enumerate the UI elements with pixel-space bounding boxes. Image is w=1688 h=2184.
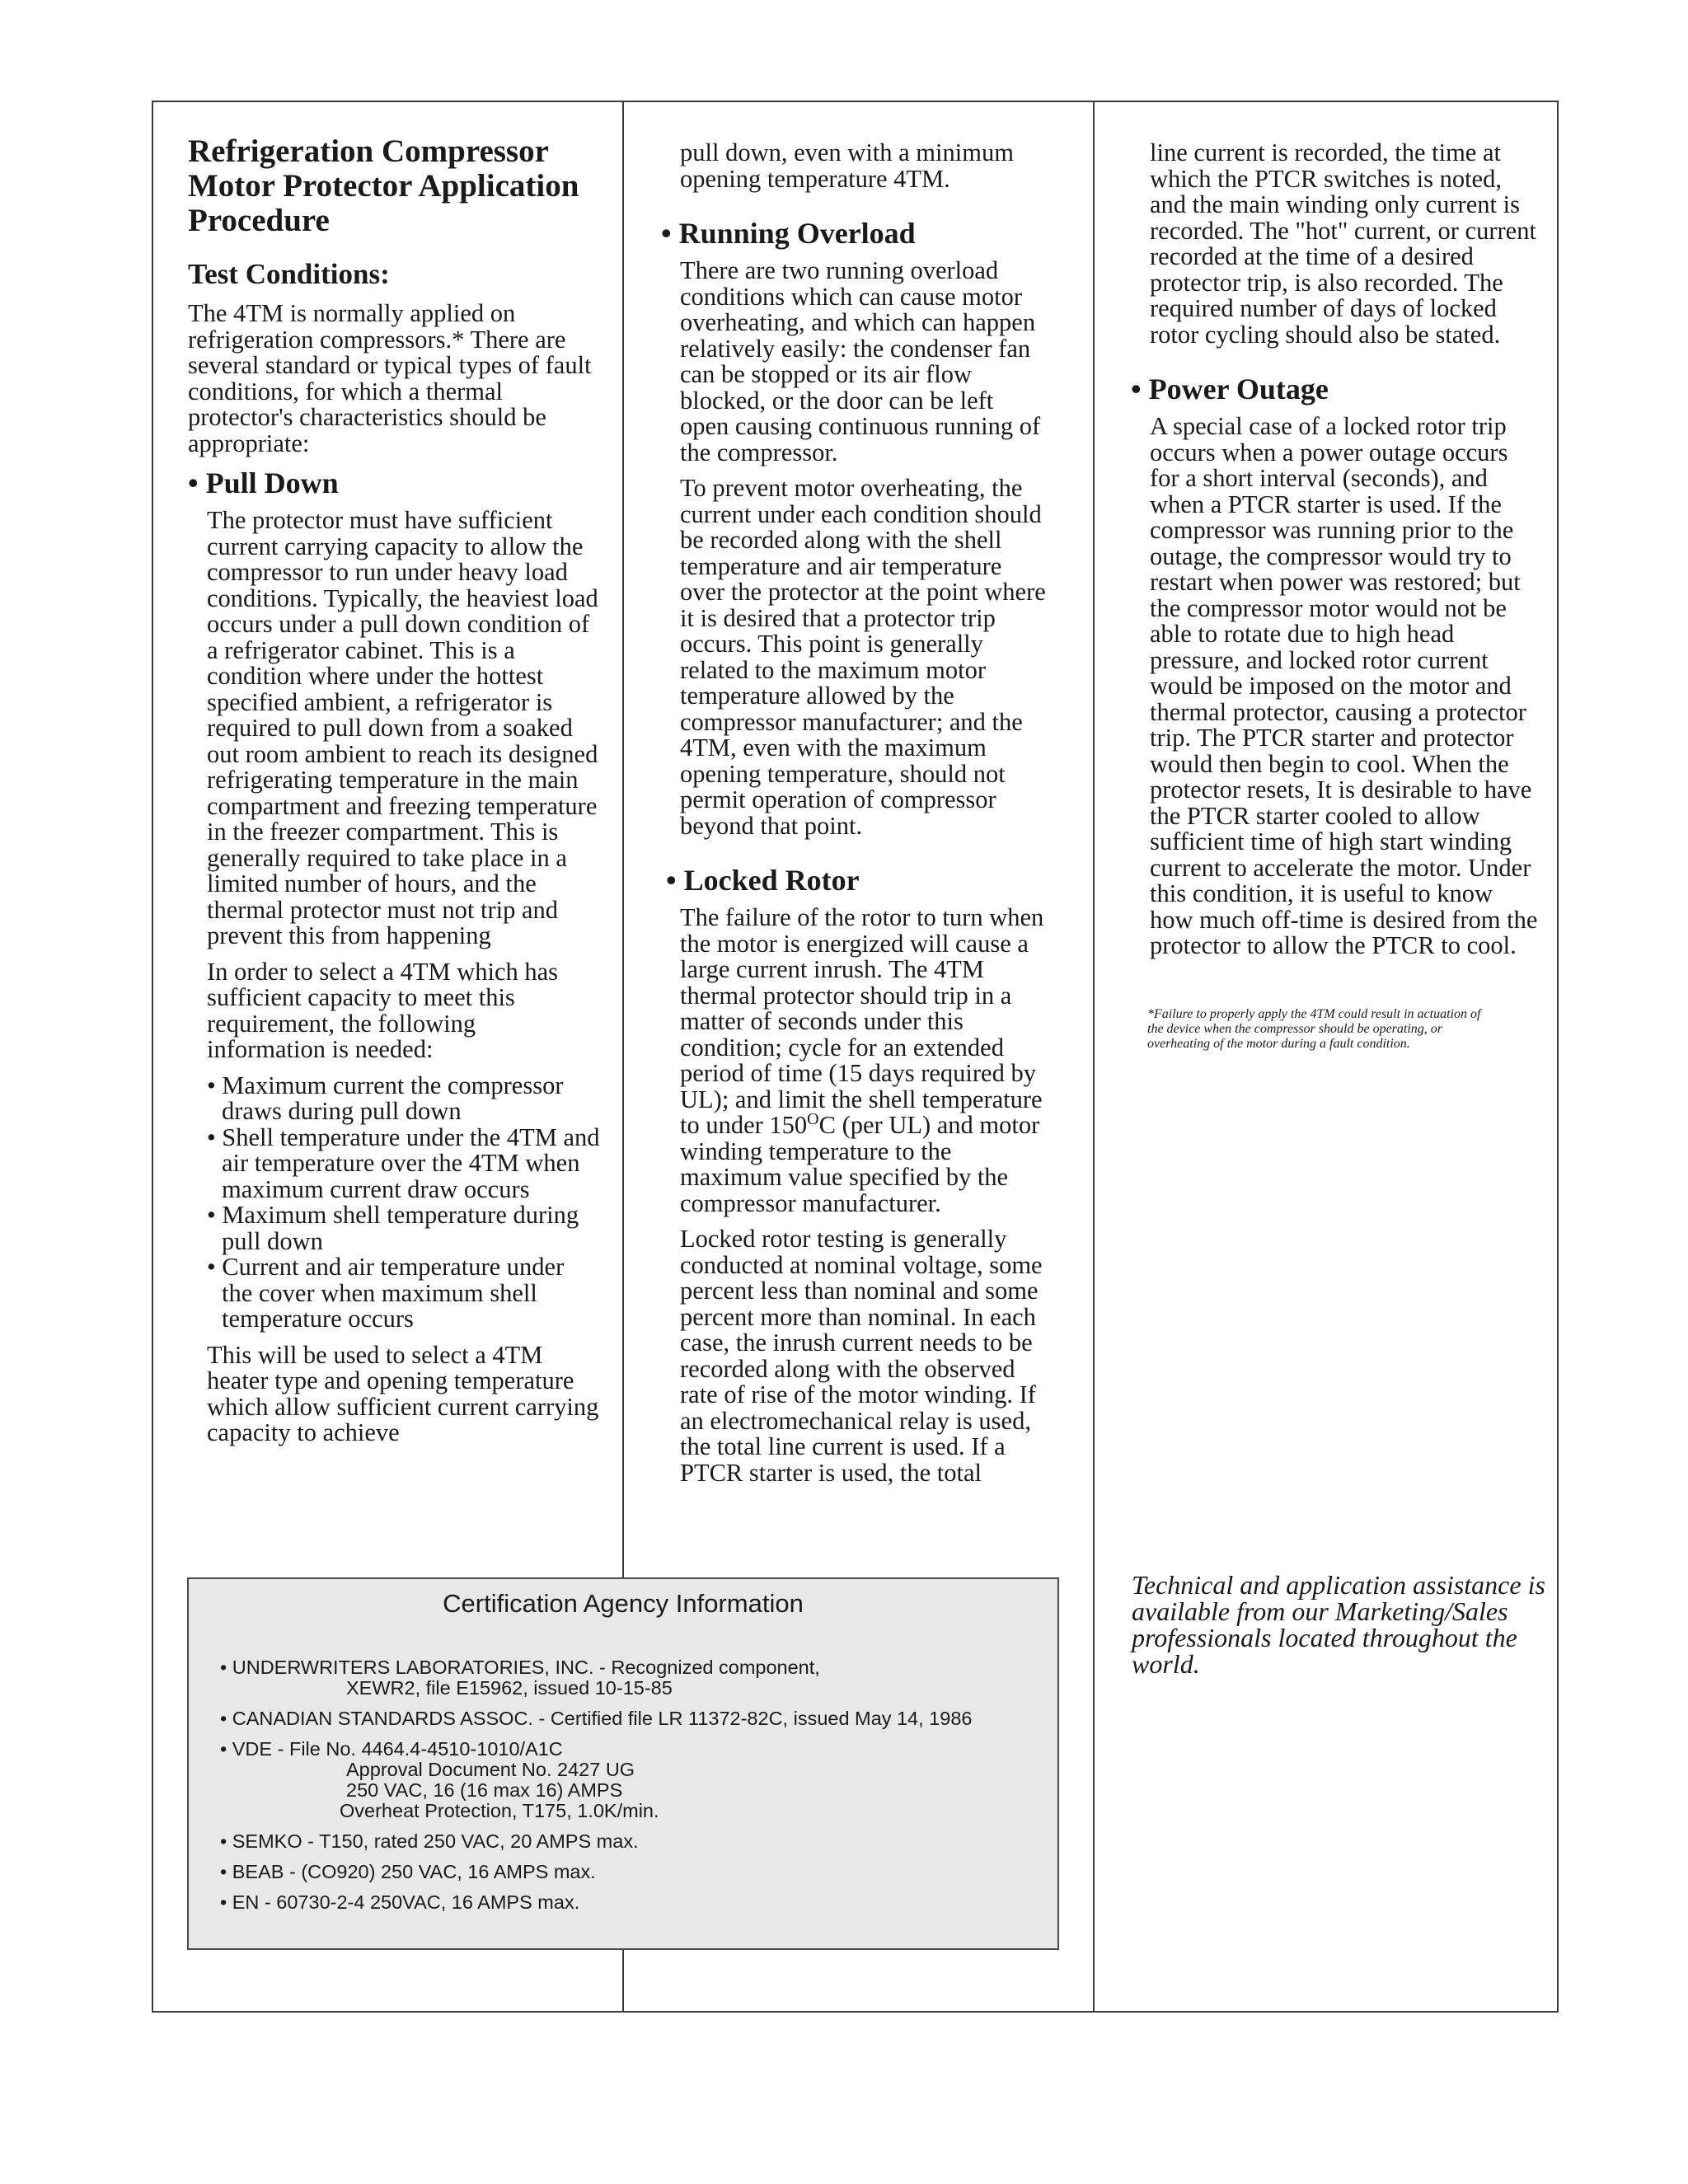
document-title: Refrigeration Compressor Motor Protector Application Procedure (188, 134, 579, 238)
column-divider-left (622, 101, 624, 1577)
pull-down-continued: pull down, even with a minimum opening temperature 4TM. (680, 138, 1014, 193)
cert-csa: • CANADIAN STANDARDS ASSOC. - Certified file LR 11372-82C, issued May 14, 1986 (220, 1708, 973, 1729)
locked-rotor-paragraph-1 (661, 905, 1048, 1216)
list-item: • Maximum shell temperature during pull down (207, 1201, 579, 1255)
locked-rotor-text-a: The failure of the rotor to turn when the motor is energized will cause a large current inrush. The 4TM thermal protector should trip in a matter of seconds under this condition; cycle for an extended period of time (15 days required by UL); and limit the shell temperature to under 150 (680, 903, 1044, 1139)
cert-semko: • SEMKO - T150, rated 250 VAC, 20 AMPS max. (220, 1830, 639, 1852)
test-conditions-heading: Test Conditions: (188, 258, 390, 290)
certification-title: Certification Agency Information (443, 1589, 804, 1618)
column-divider-right (1093, 101, 1095, 2013)
running-overload-heading: • Running Overload (661, 217, 916, 250)
cert-vde-line-4: Overheat Protection, T175, 1.0K/min. (340, 1800, 659, 1821)
list-item: • Current and air temperature under the cover when maximum shell temperature occurs (207, 1253, 565, 1333)
column-3 (1131, 140, 1539, 1052)
locked-rotor-text-b: C (per UL) and motor winding temperature to the maximum value specified by the compressor manufacturer. (680, 1111, 1040, 1217)
pull-down-paragraph-2: In order to select a 4TM which has sufficient capacity to meet this requirement, the following information is needed: (207, 957, 559, 1063)
list-item: • Maximum current the compressor draws during pull down (207, 1071, 564, 1125)
intro-paragraph: The 4TM is normally applied on refrigeration compressors.* There are several standard or typical types of fault conditions, for which a thermal protector's characteristics should be appropriate: (188, 299, 592, 457)
column-2 (661, 140, 1048, 1486)
power-outage-paragraph: A special case of a locked rotor trip occurs when a power outage occurs for a short interval (seconds), and when a PTCR starter is used. If the compressor was running prior to the outage, the compressor would try to restart when power was restored; but the compressor motor would not be able to rotate due to high head pressure, and locked rotor current would be imposed on the motor and thermal protector, causing a protector trip. The PTCR starter and protector would then begin to cool. When the protector resets, It is desirable to have the PTCR starter cooled to allow sufficient time of high start winding current to accelerate the motor. Under this condition, it is useful to know how much off-time is desired from the protector to allow the PTCR to cool. (1150, 412, 1538, 959)
cert-en: • EN - 60730-2-4 250VAC, 16 AMPS max. (220, 1891, 580, 1913)
footnote: *Failure to properly apply the 4TM could result in actuation of the device when the compressor should be operating, or overheating of the motor during a fault condition. (1147, 1006, 1481, 1051)
pull-down-paragraph-3: This will be used to select a 4TM heater type and opening temperature which allow sufficient current carrying capacity to achieve (207, 1340, 599, 1446)
pull-down-paragraph-1: The protector must have sufficient current carrying capacity to allow the compressor to run under heavy load conditions. Typically, the heaviest load occurs under a pull down condition of a refrigerator cabinet. This is a condition where under the hottest specified ambient, a refrigerator is required to pull down from a soaked out room ambient to reach its designed refrigerating temperature in the main compartment and freezing temperature in the freezer compartment. This is generally required to take place in a limited number of hours, and the thermal protector must not trip and prevent this from happening (207, 506, 598, 949)
cert-vde-line-2: Approval Document No. 2427 UG (346, 1759, 635, 1780)
cert-beab: • BEAB - (CO920) 250 VAC, 16 AMPS max. (220, 1861, 596, 1882)
running-overload-paragraph-2: To prevent motor overheating, the current under each condition should be recorded along with the shell temperature and air temperature over the protector at the point where it is desired that a protector trip occurs. This point is generally related to the maximum motor temperature allowed by the compressor manufacturer; and the 4TM, even with the maximum opening temperature, should not permit operation of compressor beyond that point. (680, 474, 1046, 840)
cert-ul (189, 1657, 1057, 1699)
locked-rotor-continued: line current is recorded, the time at which the PTCR switches is noted, and the main winding only current is recorded. The "hot" current, or current recorded at the time of a desired protector trip, is also recorded. The required number of days of locked rotor cycling should also be stated. (1150, 138, 1536, 349)
cert-vde-line-3: 250 VAC, 16 (16 max 16) AMPS (346, 1779, 623, 1801)
column-1 (188, 134, 600, 1446)
locked-rotor-paragraph-2: Locked rotor testing is generally conducted at nominal voltage, some percent less than nominal and some percent more than nominal. In each case, the inrush current needs to be recorded along with the observed rate of rise of the motor winding. If an electromechanical relay is used, the total line current is used. If a PTCR starter is used, the total (680, 1225, 1043, 1487)
certification-box (187, 1577, 1059, 1950)
list-item: • Shell temperature under the 4TM and air temperature over the 4TM when maximum current draw occurs (207, 1122, 600, 1203)
power-outage-heading: • Power Outage (1131, 373, 1329, 405)
assistance-note: Technical and application assistance is available from our Marketing/Sales professionals located throughout the world. (1132, 1570, 1545, 1679)
degree-superscript: O (807, 1110, 819, 1128)
requirements-list (188, 1073, 600, 1333)
cert-ul-line-1: • UNDERWRITERS LABORATORIES, INC. - Recognized component, (220, 1657, 820, 1678)
locked-rotor-heading: • Locked Rotor (666, 864, 860, 897)
cert-vde-line-1: • VDE - File No. 4464.4-4510-1010/A1C (220, 1738, 563, 1760)
pull-down-heading: • Pull Down (188, 466, 339, 499)
running-overload-paragraph-1: There are two running overload conditions which can cause motor overheating, and which can happen relatively easily: the condenser fan can be stopped or its air flow blocked, or the door can be left open causing continuous running of the compressor. (680, 256, 1041, 466)
cert-vde (189, 1739, 1057, 1821)
cert-ul-line-2: XEWR2, file E15962, issued 10-15-85 (346, 1677, 673, 1699)
column-divider-left-lower (622, 1950, 624, 2013)
